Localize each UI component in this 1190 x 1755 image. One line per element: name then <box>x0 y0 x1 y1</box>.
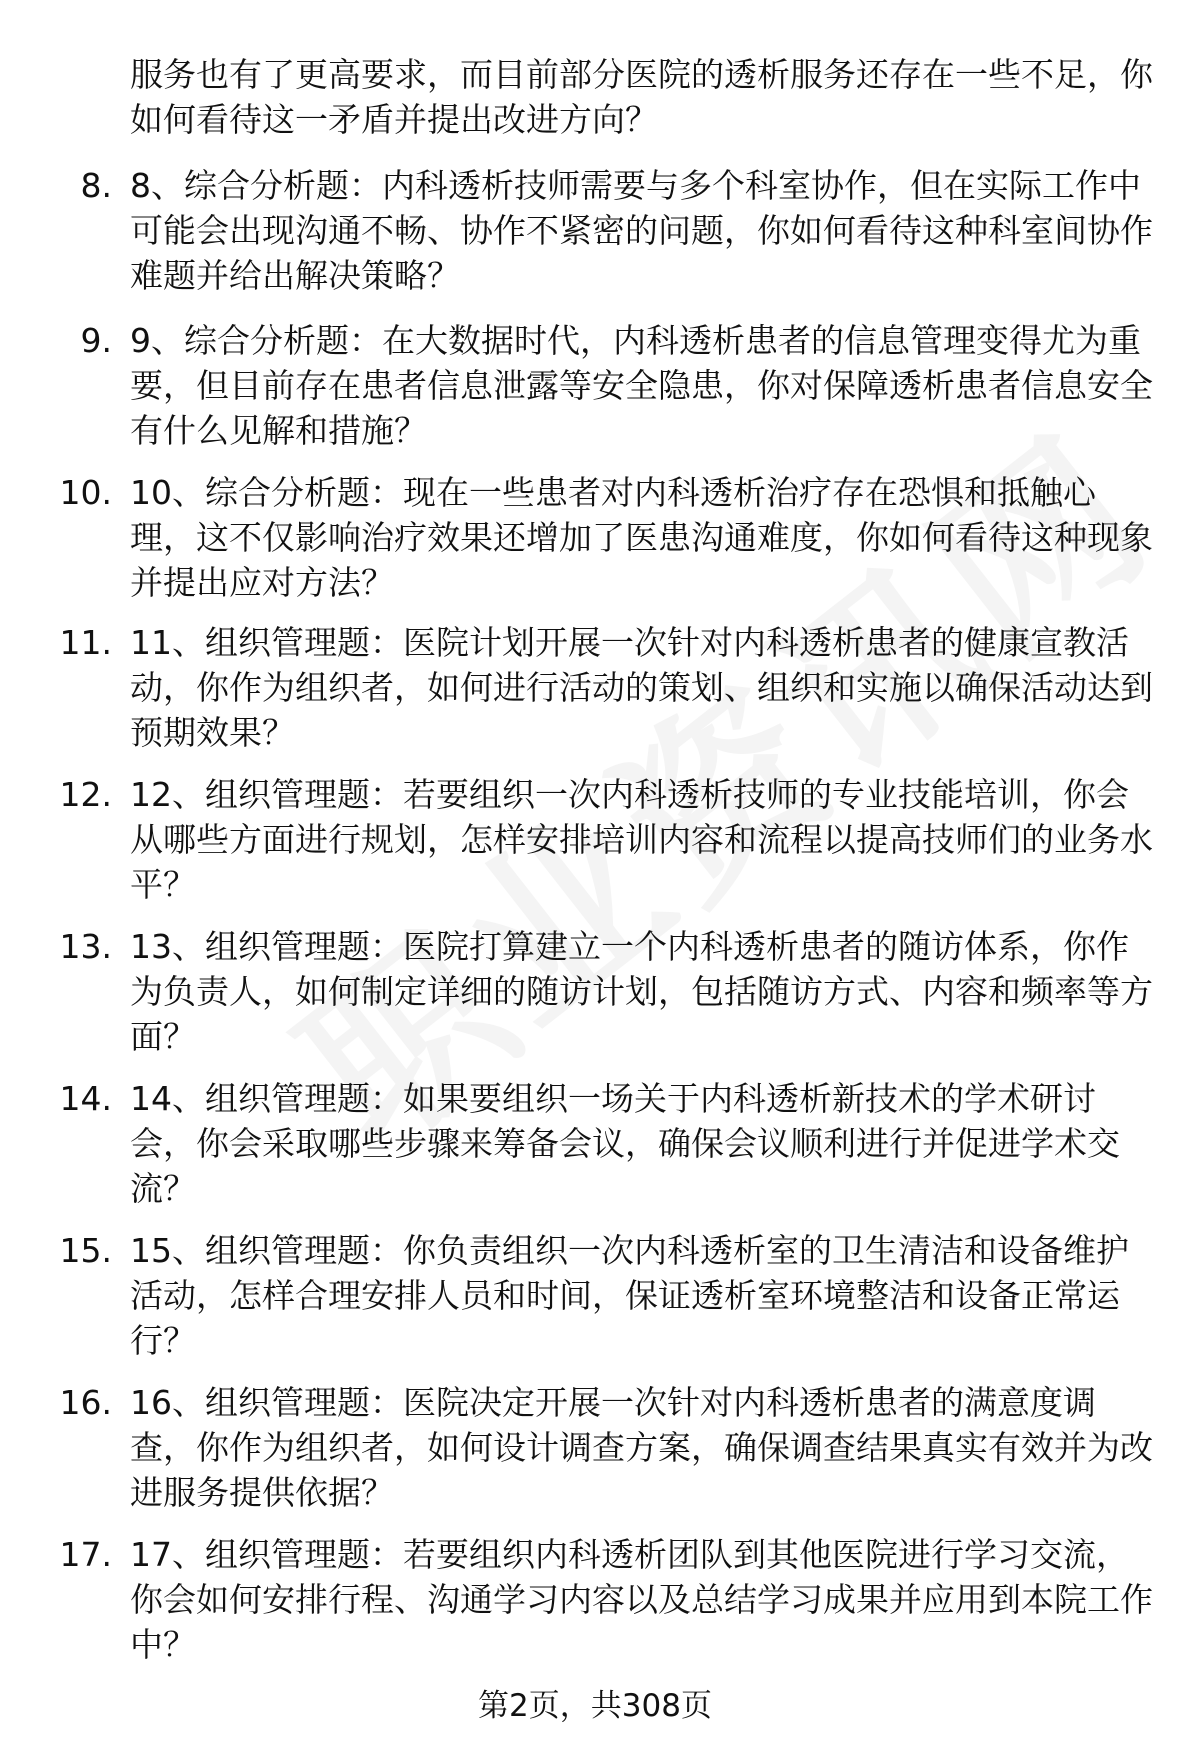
list-item-number: 13. <box>59 927 112 966</box>
list-item-text: 16、组织管理题：医院决定开展一次针对内科透析患者的满意度调查，你作为组织者，如何设计调查方案，确保调查结果真实有效并为改进服务提供依据？ <box>130 1383 1153 1512</box>
list-item-number: 12. <box>59 775 112 814</box>
list-item-text: 17、组织管理题：若要组织内科透析团队到其他医院进行学习交流，你会如何安排行程、沟通学习内容以及总结学习成果并应用到本院工作中？ <box>130 1535 1153 1664</box>
list-item-text: 10、综合分析题：现在一些患者对内科透析治疗存在恐惧和抵触心理，这不仅影响治疗效果还增加了医患沟通难度，你如何看待这种现象并提出应对方法？ <box>130 473 1153 602</box>
list-item-text: 14、组织管理题：如果要组织一场关于内科透析新技术的学术研讨会，你会采取哪些步骤来筹备会议，确保会议顺利进行并促进学术交流？ <box>130 1079 1120 1208</box>
list-item-number: 17. <box>59 1535 112 1574</box>
list-item-number: 15. <box>59 1231 112 1270</box>
list-item-number: 10. <box>59 473 112 512</box>
list-item-text: 9、综合分析题：在大数据时代，内科透析患者的信息管理变得尤为重要，但目前存在患者信息泄露等安全隐患，你对保障透析患者信息安全有什么见解和措施？ <box>130 321 1153 450</box>
list-item-number: 9. <box>80 321 112 360</box>
page-number-footer: 第2页，共308页 <box>478 1688 712 1724</box>
list-item-text: 15、组织管理题：你负责组织一次内科透析室的卫生清洁和设备维护活动，怎样合理安排人员和时间，保证透析室环境整洁和设备正常运行？ <box>130 1231 1129 1360</box>
list-item-text: 12、组织管理题：若要组织一次内科透析技师的专业技能培训，你会从哪些方面进行规划，怎样安排培训内容和流程以提高技师们的业务水平？ <box>130 775 1153 904</box>
list-item-text: 8、综合分析题：内科透析技师需要与多个科室协作，但在实际工作中可能会出现沟通不畅、协作不紧密的问题，你如何看待这种科室间协作难题并给出解决策略？ <box>130 166 1153 295</box>
list-item-text: 服务也有了更高要求，而目前部分医院的透析服务还存在一些不足，你如何看待这一矛盾并提出改进方向？ <box>130 55 1153 139</box>
list-item-number: 16. <box>59 1383 112 1422</box>
list-item-number: 11. <box>59 623 112 662</box>
list-item-number: 8. <box>80 166 112 205</box>
list-item-number: 14. <box>59 1079 112 1118</box>
list-item-text: 11、组织管理题：医院计划开展一次针对内科透析患者的健康宣教活动，你作为组织者，如何进行活动的策划、组织和实施以确保活动达到预期效果？ <box>130 623 1153 752</box>
list-item-text: 13、组织管理题：医院打算建立一个内科透析患者的随访体系，你作为负责人，如何制定详细的随访计划，包括随访方式、内容和频率等方面？ <box>130 927 1153 1056</box>
